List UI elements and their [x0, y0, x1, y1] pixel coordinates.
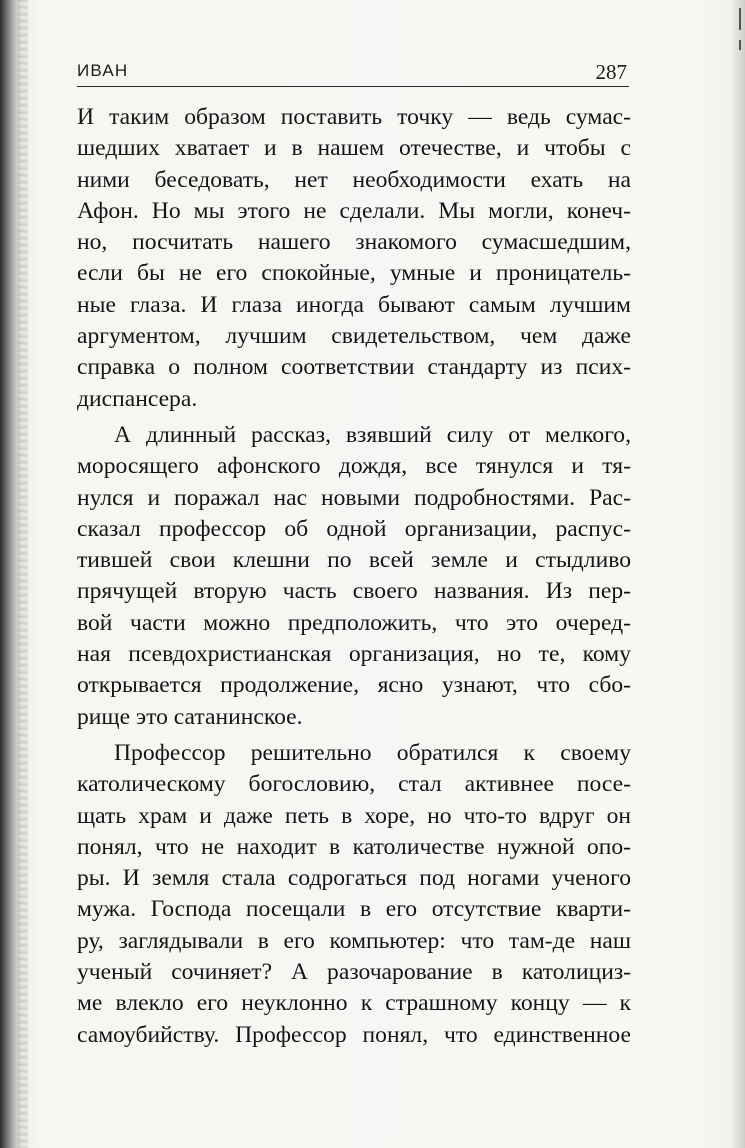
scan-speck [739, 8, 741, 30]
text-line: понял, что не находит в католичестве нужной опо- [77, 833, 631, 860]
text-line: ними беседовать, нет необходимости ехать на [77, 166, 631, 193]
text-line: ные глаза. И глаза иногда бывают самым лучшим [77, 291, 631, 318]
text-line: Афон. Но мы этого не сделали. Мы могли, конеч- [77, 197, 631, 224]
text-line: А длинный рассказ, взявший силу от мелкого, [114, 421, 631, 448]
text-line: диспансера. [77, 385, 198, 412]
paragraph [77, 738, 631, 1051]
text-line: справка о полном соответствии стандарту из псих- [77, 354, 631, 381]
text-line: ме влекло его неуклонно к страшному концу — к [77, 990, 631, 1017]
text-line: Профессор решительно обратился к своему [114, 739, 631, 766]
text-line: И таким образом поставить точку — ведь сумас- [77, 104, 631, 130]
text-line: мужа. Господа посещали в его отсутствие кварти- [77, 896, 631, 923]
text-line: сказал профессор об одной организации, распус- [77, 515, 631, 542]
text-line: прячущей вторую часть своего названия. Из пер- [77, 578, 631, 605]
text-line: ры. И земля стала содрогаться под ногами ученого [77, 865, 631, 892]
scan-speck [739, 40, 741, 50]
text-line: моросящего афонского дождя, все тянулся и тя- [77, 453, 631, 480]
text-line: аргументом, лучшим свидетельством, чем даже [77, 323, 631, 350]
page-number: 287 [595, 60, 627, 84]
text-line: тившей свои клешни по всей земле и стыдливо [77, 547, 631, 574]
text-line: шедших хватает и в нашем отечестве, и чтобы с [77, 135, 631, 162]
text-line: если бы не его спокойные, умные и проницатель- [77, 260, 631, 287]
binding-texture [18, 0, 28, 1148]
text-line: ная псевдохристианская организация, но те, кому [77, 641, 631, 668]
running-title: ИВАН [77, 61, 129, 80]
running-head [77, 61, 629, 85]
text-line: ученый сочиняет? А разочарование в католициз- [77, 959, 631, 986]
text-line: но, посчитать нашего знакомого сумасшедшим, [77, 229, 631, 256]
text-line: ру, заглядывали в его компьютер: что там-де наш [77, 927, 631, 954]
header-rule [77, 86, 629, 87]
text-line: вой части можно предположить, что это очеред- [77, 609, 631, 636]
paragraph [77, 420, 631, 733]
text-line: щать храм и даже петь в хоре, но что-то вдруг он [77, 802, 631, 829]
text-line: самоубийству. Профессор понял, что единственное [77, 1021, 631, 1048]
text-line: нулся и поражал нас новыми подробностями. Рас- [77, 484, 631, 511]
page-right-edge [731, 0, 745, 1148]
body-text [77, 102, 631, 1051]
paragraph [77, 102, 631, 415]
text-line: рище это сатанинское. [77, 703, 303, 730]
text-line: католическому богословию, стал активнее посе- [77, 771, 631, 798]
text-line: открывается продолжение, ясно узнают, что сбо- [77, 672, 631, 699]
